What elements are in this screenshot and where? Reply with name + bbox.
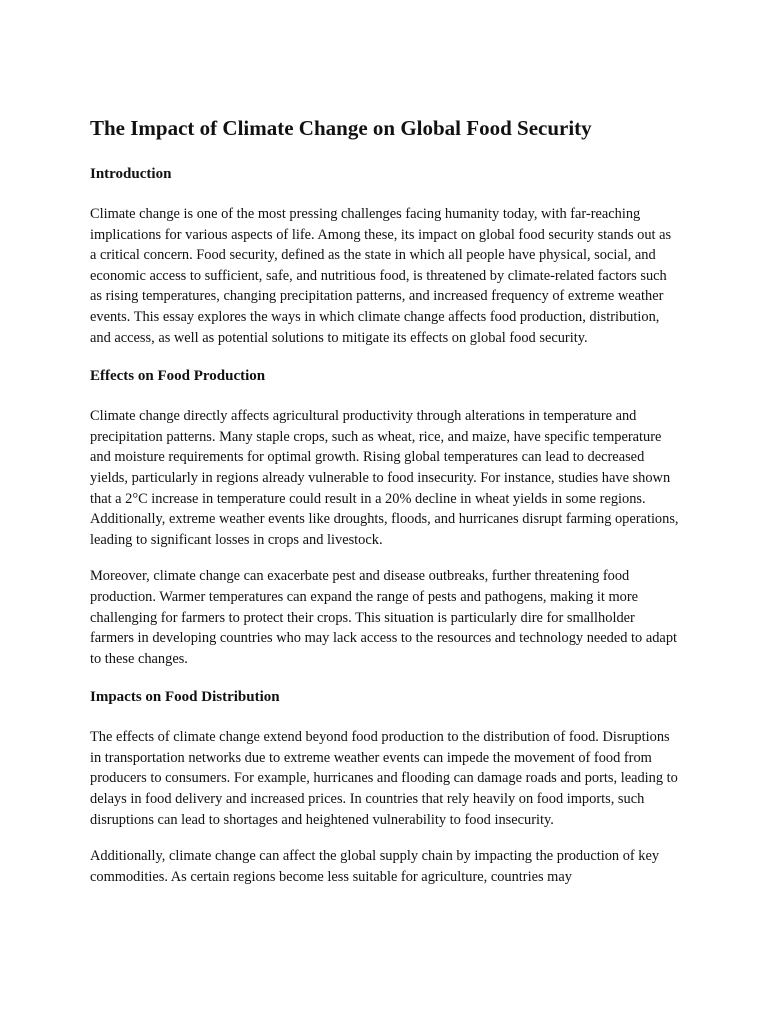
section-heading-effects-on-food-production: Effects on Food Production [90,368,266,385]
section-heading-introduction: Introduction [90,166,172,182]
paragraph: Moreover, climate change can exacerbate pest and disease outbreaks, further threatening food production. Warmer temperatures can expand the range of pests and pathogens, making it more challenging for farmers to protect their crops. This situation is particularly dire for smallholder farmers in developing countries who may lack access to the resources and technology needed to adapt to these changes. [90,568,678,667]
section-heading-impacts-on-food-distribution: Impacts on Food Distribution [90,689,280,706]
section-introduction [90,164,678,348]
section-impacts-on-food-distribution [90,687,678,887]
paragraph: Climate change directly affects agricultural productivity through alterations in temperature and precipitation patterns. Many staple crops, such as wheat, rice, and maize, have specific temperature and moisture requirements for optimal growth. Rising global temperatures can lead to decreased yields, particularly in regions already vulnerable to food insecurity. For instance, studies have shown that a 2°C increase in temperature could result in a 20% decline in wheat yields in some regions. Additionally, extreme weather events like droughts, floods, and hurricanes disrupt farming operations, leading to significant losses in crops and livestock. [90,408,679,548]
paragraph: Climate change is one of the most pressing challenges facing humanity today, with far-reaching implications for various aspects of life. Among these, its impact on global food security stands out as a critical concern. Food security, defined as the state in which all people have physical, social, and economic access to sufficient, safe, and nutritious food, is threatened by climate-related factors such as rising temperatures, changing precipitation patterns, and increased frequency of extreme weather events. This essay explores the ways in which climate change affects food production, distribution, and access, as well as potential solutions to mitigate its effects on global food security. [90,206,672,346]
paragraph: Additionally, climate change can affect the global supply chain by impacting the production of key commodities. As certain regions become less suitable for agriculture, countries may [90,848,660,885]
paragraph: The effects of climate change extend beyond food production to the distribution of food. Disruptions in transportation networks due to extreme weather events can impede the movement of food from producers to consumers. For example, hurricanes and flooding can damage roads and ports, leading to delays in food delivery and increased prices. In countries that rely heavily on food imports, such disruptions can lead to shortages and heightened vulnerability to food insecurity. [90,729,678,828]
section-effects-on-food-production [90,366,678,669]
document-title: The Impact of Climate Change on Global Food Security [90,116,592,140]
